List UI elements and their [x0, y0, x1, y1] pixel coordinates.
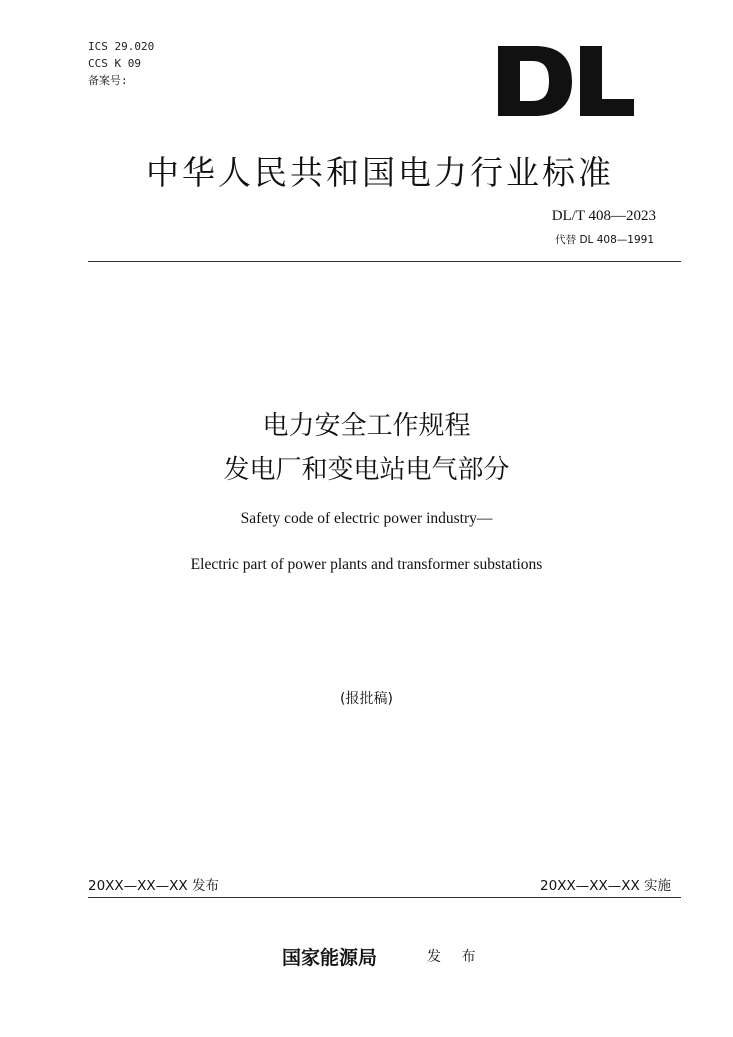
- chinese-title-line-1: 电力安全工作规程: [262, 411, 471, 441]
- implement-date: 20XX—XX—XX 实施: [540, 878, 671, 894]
- english-title-line-2: Electric part of power plants and transformer substations: [190, 556, 543, 573]
- english-title-line-1: Safety code of electric power industry—: [240, 510, 493, 527]
- ccs-code: CCS K 09: [88, 57, 141, 70]
- ics-code: ICS 29.020: [88, 40, 155, 53]
- classification-block: [88, 38, 154, 89]
- dl-logo: [494, 44, 636, 118]
- bottom-divider: [88, 897, 681, 898]
- top-divider: [88, 261, 681, 262]
- issue-action: 发 布: [427, 949, 484, 965]
- publish-date: 20XX—XX—XX 发布: [88, 878, 219, 894]
- replaces-standard: 代替 DL 408—1991: [555, 234, 654, 246]
- standard-category-title: 中华人民共和国电力行业标准: [146, 153, 614, 192]
- draft-status: (报批稿): [340, 691, 393, 707]
- filing-number: 备案号:: [88, 74, 128, 87]
- chinese-title-line-2: 发电厂和变电站电气部分: [223, 455, 510, 485]
- standard-code: DL/T 408—2023: [551, 208, 656, 224]
- issuing-authority: 国家能源局: [282, 947, 378, 969]
